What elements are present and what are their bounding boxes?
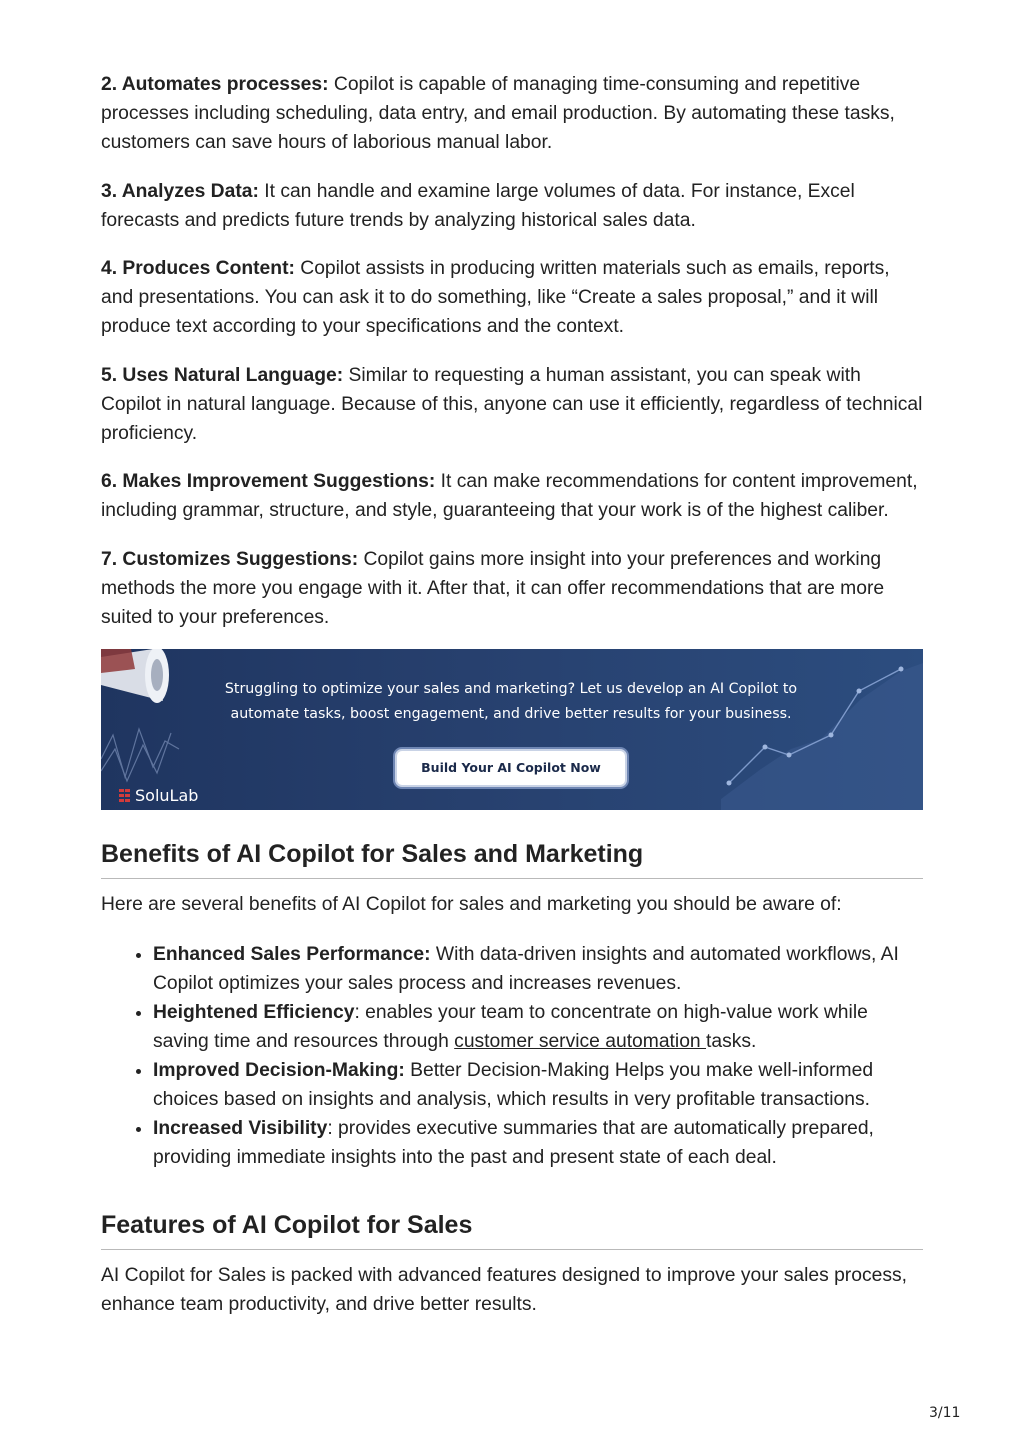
banner-line-1: Struggling to optimize your sales and marketing? Let us develop an AI Copilot to xyxy=(224,681,798,698)
item-title: 3. Analyzes Data: xyxy=(101,180,259,202)
item-title: 6. Makes Improvement Suggestions: xyxy=(101,471,436,493)
benefit-title: Increased Visibility xyxy=(153,1118,328,1140)
banner-message xyxy=(171,677,851,726)
features-heading: Features of AI Copilot for Sales xyxy=(101,1210,923,1250)
logo-text: SoluLab xyxy=(135,786,199,806)
list-item xyxy=(101,70,923,158)
list-item xyxy=(101,254,923,342)
list-item xyxy=(153,1056,923,1114)
benefit-text: : enables your team to concentrate on high-value work while saving time and resources through xyxy=(153,1002,868,1053)
benefits-heading: Benefits of AI Copilot for Sales and Marketing xyxy=(101,839,923,879)
list-item xyxy=(101,545,923,633)
item-text: It can make recommendations for content improvement, including grammar, structure, and style, guaranteeing that your work is of the highest caliber. xyxy=(101,471,918,522)
build-copilot-button[interactable]: Build Your AI Copilot Now xyxy=(395,749,627,787)
item-text: It can handle and examine large volumes of data. For instance, Excel forecasts and predicts future trends by analyzing historical sales data. xyxy=(101,180,855,231)
list-item xyxy=(153,998,923,1056)
item-text: Copilot is capable of managing time-consuming and repetitive processes including scheduling, data entry, and email production. By automating these tasks, customers can save hours of laborious manual labor. xyxy=(101,74,895,154)
list-item xyxy=(101,177,923,235)
benefit-title: Heightened Efficiency xyxy=(153,1002,355,1024)
benefit-text-after: tasks. xyxy=(706,1031,757,1053)
megaphone-icon xyxy=(101,649,169,703)
benefits-intro: Here are several benefits of AI Copilot for sales and marketing you should be aware of: xyxy=(101,894,842,916)
benefit-title: Improved Decision-Making: xyxy=(153,1060,405,1082)
features-intro: AI Copilot for Sales is packed with advanced features designed to improve your sales process, enhance team productivity, and drive better results. xyxy=(101,1265,907,1316)
item-title: 2. Automates processes: xyxy=(101,74,329,95)
solulab-logo-icon xyxy=(119,789,131,803)
item-title: 4. Produces Content: xyxy=(101,258,295,280)
item-text: Similar to requesting a human assistant, you can speak with Copilot in natural language. Because of this, anyone can use it efficiently, regardless of technical proficiency. xyxy=(101,364,923,445)
article-content xyxy=(101,70,923,1319)
item-title: 7. Customizes Suggestions: xyxy=(101,548,359,570)
zigzag-graph-icon xyxy=(101,729,179,781)
banner-line-2: automate tasks, boost engagement, and drive better results for your business. xyxy=(230,705,792,722)
item-text: Copilot gains more insight into your preferences and working methods the more you engage with it. After that, it can offer recommendations that are more suited to your preferences. xyxy=(101,548,885,629)
benefits-list xyxy=(101,940,923,1172)
list-item xyxy=(153,1114,923,1172)
solulab-logo xyxy=(119,786,198,805)
benefit-title: Enhanced Sales Performance: xyxy=(153,944,431,966)
item-text: Copilot assists in producing written materials such as emails, reports, and presentations. You can ask it to do something, like “Create a sales proposal,” and it will produce text according to your specifications and the context. xyxy=(101,258,890,338)
page-number: 3/11 xyxy=(929,1405,961,1421)
list-item xyxy=(101,467,923,525)
item-title: 5. Uses Natural Language: xyxy=(101,364,344,386)
list-item xyxy=(101,361,923,449)
benefit-text: : provides executive summaries that are automatically prepared, providing immediate insights into the past and present state of each deal. xyxy=(153,1118,874,1169)
benefit-text: With data-driven insights and automated workflows, AI Copilot optimizes your sales process and increases revenues. xyxy=(153,944,899,995)
list-item xyxy=(153,940,923,998)
promo-banner[interactable] xyxy=(101,649,923,810)
benefit-text: Better Decision-Making Helps you make well-informed choices based on insights and analysis, which results in very profitable transactions. xyxy=(153,1060,874,1111)
customer-service-automation-link[interactable]: customer service automation xyxy=(454,1031,707,1053)
